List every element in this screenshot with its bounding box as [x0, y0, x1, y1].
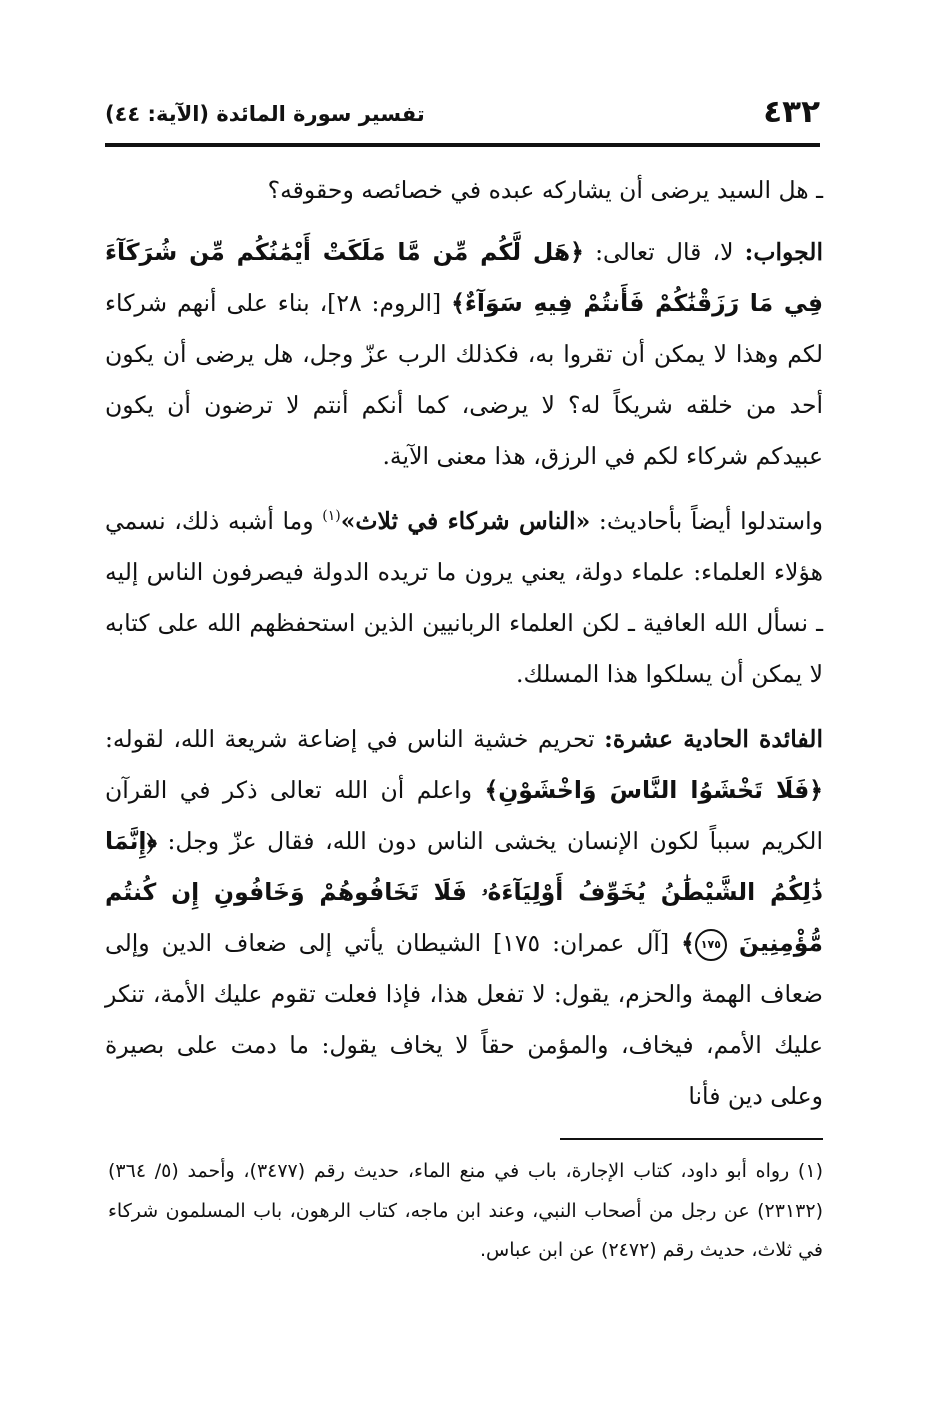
answer-label: الجواب:: [744, 238, 823, 266]
benefit-text-a: تحريم خشية الناس في إضاعة شريعة الله، لقوله:: [105, 725, 605, 753]
paragraph-question: [105, 165, 823, 216]
benefit-text-b: واعلم أن الله تعالى ذكر في القرآن الكريم سبباً لكون الإنسان يخشى الناس دون الله، فقال عزّ وجل:: [105, 776, 823, 855]
footnote-ref: (١): [322, 508, 341, 525]
quran-verse-close: ﴾: [681, 929, 695, 957]
answer-text-a: لا، قال تعالى:: [583, 238, 745, 266]
header-rule: [105, 143, 820, 147]
quran-verse-imran: ﴿إِنَّمَا ذَٰلِكُمُ الشَّيْطَٰنُ يُخَوِّفُ أَوْلِيَآءَهُۥ فَلَا تَخَافُوهُمْ وَخَافُونِ إِن كُنتُم مُّؤْمِنِينَ: [105, 827, 823, 957]
footnote-rule: [560, 1138, 823, 1140]
benefit-text-c: [آل عمران: ١٧٥] الشيطان يأتي إلى ضعاف الدين وإلى ضعاف الهمة والحزم، يقول: لا تفعل هذا، فإذا فعلت تقوم عليك الأمة، تنكر عليك الأمم، فيخاف، والمؤمن حقاً لا يخاف يقول: ما دمت على بصيرة وعلى دين فأنا: [105, 929, 823, 1110]
ayah-number-marker: ١٧٥: [695, 929, 727, 961]
answer-text-b: [الروم: ٢٨]، بناء على أنهم شركاء لكم وهذا لا يمكن أن تقروا به، فكذلك الرب عزّ وجل، هل يرضى أن يكون أحد من خلقه شريكاً له؟ لا يرضى، كما أنكم أنتم لا ترضون أن يكون عبيدكم شركاء لكم في الرزق، هذا معنى الآية.: [105, 289, 823, 470]
paragraph-answer: [105, 227, 823, 482]
paragraph-benefit-eleven: [105, 714, 823, 1122]
main-text: [105, 165, 823, 1133]
question-text: ـ هل السيد يرضى أن يشاركه عبده في خصائصه وحقوقه؟: [267, 176, 823, 204]
running-head: تفسير سورة المائدة (الآية: ٤٤): [105, 102, 425, 126]
quran-verse-maidah: ﴿فَلَا تَخْشَوُا النَّاسَ وَاخْشَوْنِ﴾: [484, 776, 823, 804]
hadith-text: وما أشبه ذلك، نسمي هؤلاء العلماء: علماء دولة، يعني يرون ما تريده الدولة فيصرفون الناس إليه ـ نسأل الله العافية ـ لكن العلماء الربانيين الذين استحفظهم الله على كتابه لا يمكن أن يسلكوا هذا المسلك.: [105, 507, 823, 688]
hadith-quote: «الناس شركاء في ثلاث»: [340, 507, 591, 535]
footnote: [108, 1152, 823, 1271]
page-header: [105, 92, 820, 140]
paragraph-hadith: [105, 496, 823, 700]
footnote-text: (١) رواه أبو داود، كتاب الإجارة، باب في منع الماء، حديث رقم (٣٤٧٧)، وأحمد (٥/ ٣٦٤) (٢٣١٣٢) عن رجل من أصحاب النبي، وعند ابن ماجه، كتاب الرهون، باب المسلمون شركاء في ثلاث، حديث رقم (٢٤٧٢) عن ابن عباس.: [108, 1160, 823, 1261]
quran-verse-rum: ﴿هَل لَّكُم مِّن مَّا مَلَكَتْ أَيْمَٰنُكُم مِّن شُرَكَآءَ فِي مَا رَزَقْنَٰكُمْ فَأَنتُمْ فِيهِ سَوَآءٌ﴾: [105, 238, 823, 317]
page-number: ٤٣٢: [763, 94, 820, 130]
hadith-intro: واستدلوا أيضاً بأحاديث:: [590, 507, 823, 535]
benefit-label: الفائدة الحادية عشرة:: [604, 725, 823, 753]
